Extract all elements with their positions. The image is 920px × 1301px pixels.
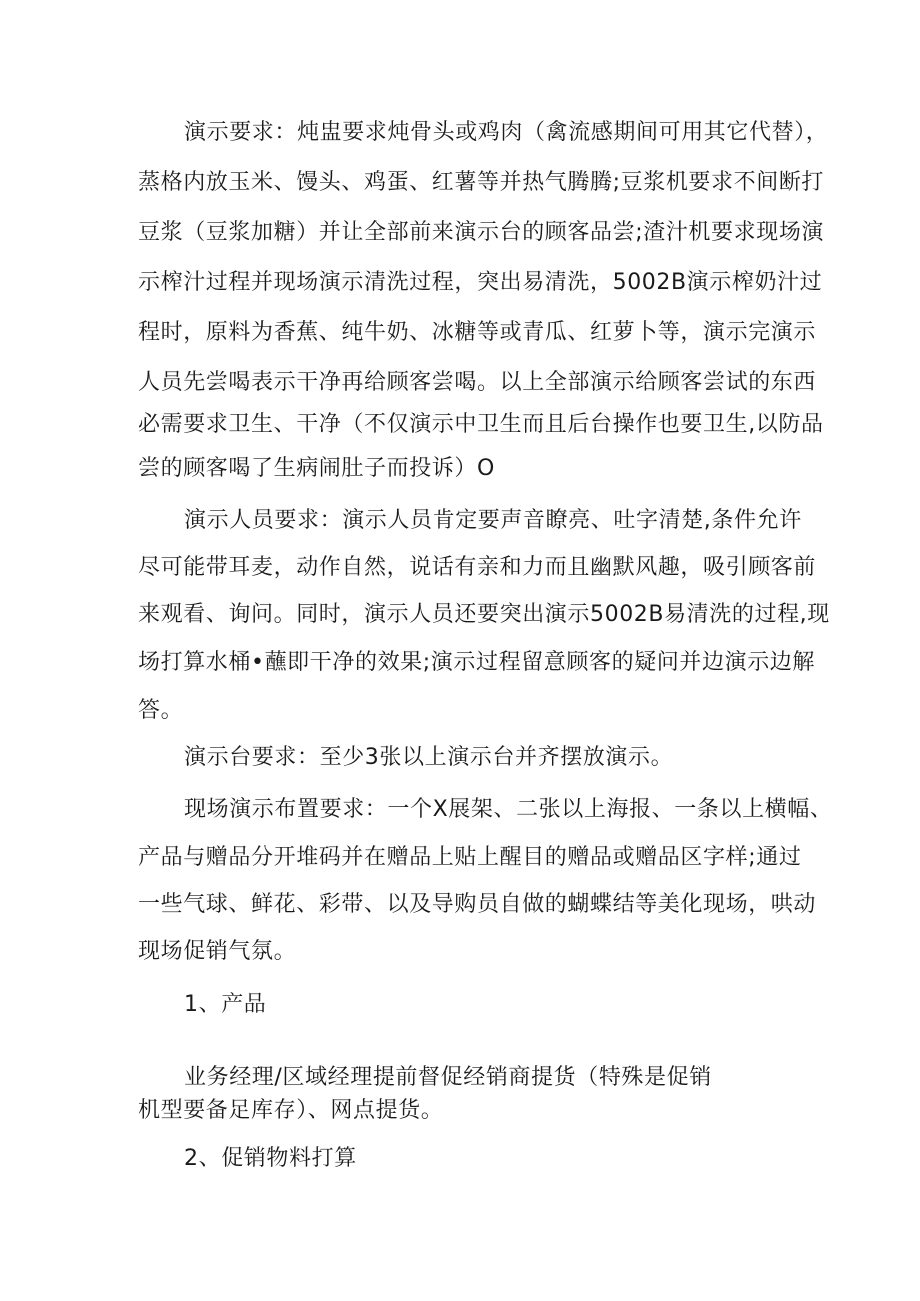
paragraph-line: 业务经理/区域经理提前督促经销商提货（特殊是促销 — [184, 1065, 712, 1090]
paragraph-line: 机型要备足库存）、网点提货。 — [138, 1098, 444, 1123]
paragraph-line: 程时，原料为香蕉、纯牛奶、冰糖等或青瓜、红萝卜等，演示完演示 — [138, 320, 817, 345]
paragraph-line: 产品与赠品分开堆码并在赠品上贴上醒目的赠品或赠品区字样;通过 — [138, 845, 802, 870]
paragraph-line: 一些气球、鲜花、彩带、以及导购员自做的蝴蝶结等美化现场，哄动 — [138, 892, 817, 917]
paragraph-line: 人员先尝喝表示干净再给顾客尝喝。以上全部演示给顾客尝试的东西 — [138, 370, 817, 395]
paragraph-line: 演示人员要求：演示人员肯定要声音瞭亮、吐字清楚,条件允许 — [184, 508, 802, 533]
section-heading: 1、产品 — [184, 992, 267, 1017]
paragraph-line: 现场促销气氛。 — [138, 939, 297, 964]
paragraph-line: 蒸格内放玉米、馒头、鸡蛋、红薯等并热气腾腾;豆浆机要求不间断打 — [138, 170, 825, 195]
paragraph-line: 来观看、询问。同时，演示人员还要突出演示5002B易清洗的过程,现 — [138, 602, 830, 627]
paragraph-line: 尝的顾客喝了生病闹肚子而投诉）O — [138, 456, 495, 481]
paragraph-line: 答。 — [138, 698, 184, 723]
paragraph-line: 必需要求卫生、干净（不仅演示中卫生而且后台操作也要卫生,以防品 — [138, 412, 824, 437]
paragraph-line: 场打算水桶•蘸即干净的效果;演示过程留意顾客的疑问并边演示边解 — [138, 650, 815, 675]
paragraph-line: 豆浆（豆浆加糖）并让全部前来演示台的顾客品尝;渣汁机要求现场演 — [138, 220, 825, 245]
paragraph-line: 演示台要求：至少3张以上演示台并齐摆放演示。 — [184, 745, 674, 770]
paragraph-line: 现场演示布置要求：一个X展架、二张以上海报、一条以上横幅、 — [184, 797, 833, 822]
section-heading: 2、促销物料打算 — [184, 1146, 357, 1171]
paragraph-line: 尽可能带耳麦，动作自然，说话有亲和力而且幽默风趣，吸引顾客前 — [138, 555, 817, 580]
paragraph-line: 示榨汁过程并现场演示清洗过程，突出易清洗，5002B演示榨奶汁过 — [138, 270, 823, 295]
paragraph-line: 演示要求：炖盅要求炖骨头或鸡肉（禽流感期间可用其它代替）， — [184, 120, 829, 145]
